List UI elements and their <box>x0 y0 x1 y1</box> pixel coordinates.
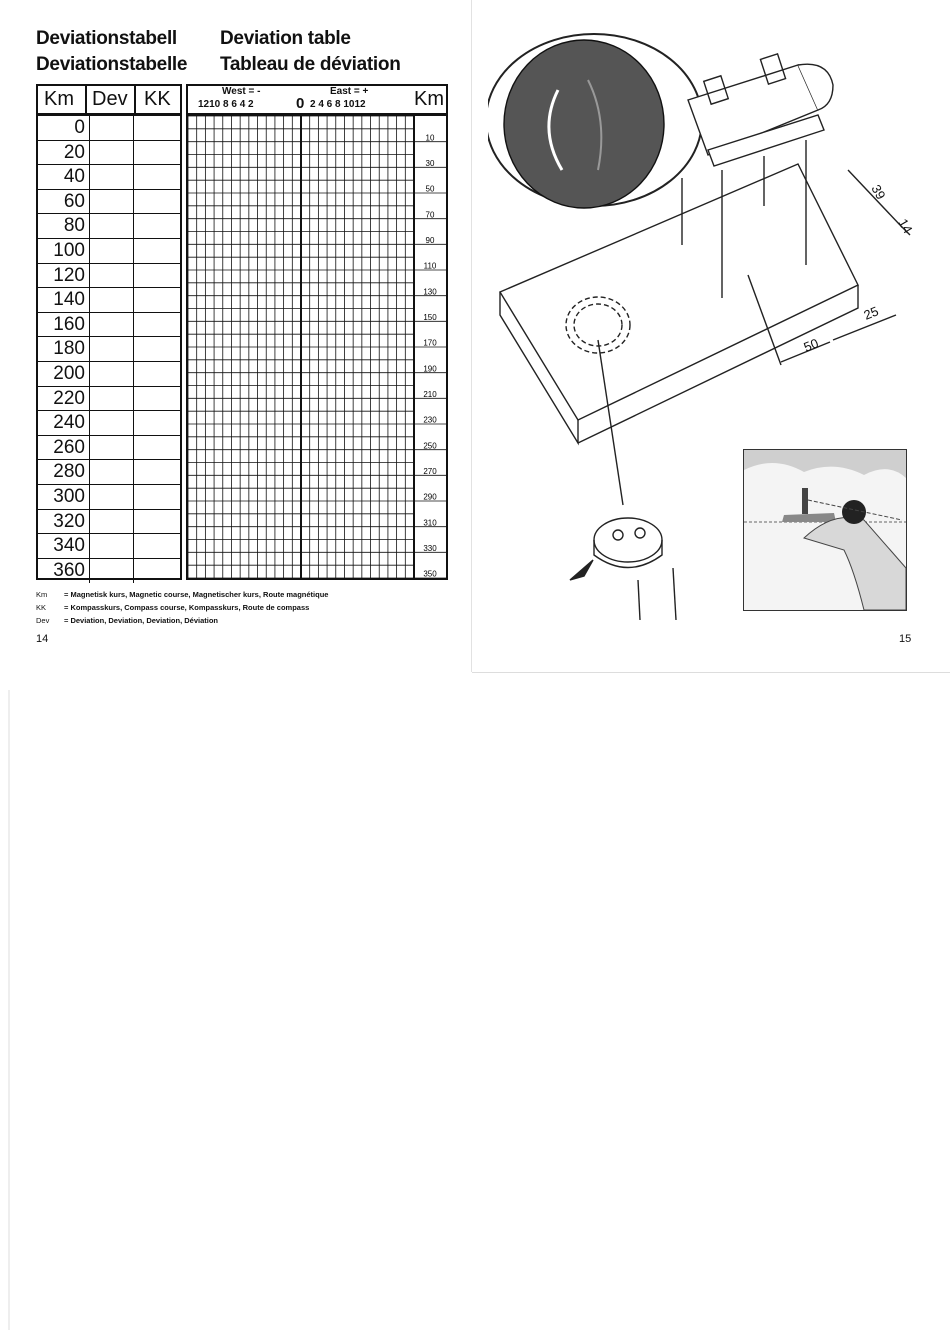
title-german: Deviationstabelle <box>36 54 188 75</box>
dimension-25: 25 <box>861 303 881 323</box>
dev-cell[interactable] <box>90 460 134 484</box>
table-row <box>38 313 180 338</box>
grid-km-label: 230 <box>423 415 437 425</box>
table-row <box>38 510 180 535</box>
title-english: Deviation table <box>220 28 351 49</box>
kk-cell[interactable] <box>134 214 180 238</box>
dev-cell[interactable] <box>90 165 134 189</box>
grid-km-label: 190 <box>423 364 437 374</box>
table-row <box>38 214 180 239</box>
grid-km-label: 10 <box>425 133 435 143</box>
scale-zero: 0 <box>296 95 305 112</box>
km-value: 320 <box>38 510 90 534</box>
kk-cell[interactable] <box>134 313 180 337</box>
table-row <box>38 362 180 387</box>
deviation-grid-header <box>188 86 446 116</box>
km-value: 260 <box>38 436 90 460</box>
kk-cell[interactable] <box>134 116 180 140</box>
km-value: 40 <box>38 165 90 189</box>
table-row <box>38 485 180 510</box>
deviation-table-header <box>38 86 180 116</box>
kk-cell[interactable] <box>134 387 180 411</box>
km-value: 0 <box>38 116 90 140</box>
table-row <box>38 411 180 436</box>
dev-cell[interactable] <box>90 436 134 460</box>
deviation-grid-lines <box>188 116 446 578</box>
grid-km-label: 330 <box>423 544 437 554</box>
dev-cell[interactable] <box>90 387 134 411</box>
kk-cell[interactable] <box>134 337 180 361</box>
dev-cell[interactable] <box>90 313 134 337</box>
kk-cell[interactable] <box>134 141 180 165</box>
sighting-illustration <box>743 449 907 611</box>
table-row <box>38 190 180 215</box>
header-km: Km <box>44 88 74 110</box>
km-value: 340 <box>38 534 90 558</box>
dev-cell[interactable] <box>90 510 134 534</box>
dev-cell[interactable] <box>90 116 134 140</box>
deviation-table <box>36 84 182 580</box>
km-value: 300 <box>38 485 90 509</box>
legend-item <box>36 588 328 601</box>
dev-cell[interactable] <box>90 141 134 165</box>
dev-cell[interactable] <box>90 485 134 509</box>
dev-cell[interactable] <box>90 411 134 435</box>
dimension-14: 14 <box>895 216 916 237</box>
kk-cell[interactable] <box>134 534 180 558</box>
west-label: West = - <box>222 86 261 97</box>
dev-cell[interactable] <box>90 264 134 288</box>
deviation-table-rows <box>38 116 180 583</box>
km-value: 180 <box>38 337 90 361</box>
page-number-right: 15 <box>899 633 912 645</box>
legend-item <box>36 601 328 614</box>
grid-km-label: 90 <box>425 236 435 246</box>
grid-km-label: 130 <box>423 287 437 297</box>
title-french: Tableau de déviation <box>220 54 401 75</box>
table-row <box>38 239 180 264</box>
legend-key: Dev <box>36 616 50 625</box>
table-row <box>38 436 180 461</box>
kk-cell[interactable] <box>134 559 180 584</box>
km-value: 200 <box>38 362 90 386</box>
grid-header-km: Km <box>414 88 444 110</box>
table-row <box>38 534 180 559</box>
east-label: East = + <box>330 86 369 97</box>
grid-km-label: 110 <box>423 261 437 271</box>
scale-east: 2 4 6 8 1012 <box>310 99 366 110</box>
grid-km-label: 290 <box>423 492 437 502</box>
grid-km-label: 270 <box>423 467 437 477</box>
km-value: 360 <box>38 559 90 584</box>
legend-text: = Kompasskurs, Compass course, Kompasskurs, Route de compass <box>64 603 310 612</box>
grid-km-label: 70 <box>425 210 435 220</box>
km-value: 20 <box>38 141 90 165</box>
kk-cell[interactable] <box>134 239 180 263</box>
kk-cell[interactable] <box>134 510 180 534</box>
kk-cell[interactable] <box>134 460 180 484</box>
kk-cell[interactable] <box>134 288 180 312</box>
grid-km-label: 170 <box>423 338 437 348</box>
page-bottom-edge <box>472 672 950 673</box>
scale-west: 1210 8 6 4 2 <box>198 99 254 110</box>
page-number-left: 14 <box>36 633 49 645</box>
km-value: 220 <box>38 387 90 411</box>
km-value: 140 <box>38 288 90 312</box>
kk-cell[interactable] <box>134 436 180 460</box>
legend <box>36 588 328 627</box>
header-kk: KK <box>144 88 171 110</box>
table-row <box>38 141 180 166</box>
kk-cell[interactable] <box>134 485 180 509</box>
legend-item <box>36 614 328 627</box>
km-value: 160 <box>38 313 90 337</box>
grid-km-label: 30 <box>425 159 435 169</box>
legend-key: KK <box>36 603 47 612</box>
km-value: 60 <box>38 190 90 214</box>
dev-cell[interactable] <box>90 559 134 584</box>
km-value: 280 <box>38 460 90 484</box>
km-value: 120 <box>38 264 90 288</box>
left-page <box>0 0 472 672</box>
grid-km-label: 250 <box>423 441 437 451</box>
kk-cell[interactable] <box>134 411 180 435</box>
dimension-50: 50 <box>801 335 821 355</box>
table-row <box>38 288 180 313</box>
dev-cell[interactable] <box>90 214 134 238</box>
table-row <box>38 559 180 584</box>
title-norwegian: Deviationstabell <box>36 28 177 49</box>
legend-text: = Deviation, Deviation, Deviation, Déviation <box>64 616 218 625</box>
legend-key: Km <box>36 590 48 599</box>
table-row <box>38 337 180 362</box>
kk-cell[interactable] <box>134 190 180 214</box>
grid-km-label: 310 <box>423 518 437 528</box>
dev-cell[interactable] <box>90 288 134 312</box>
scan-edge <box>8 690 10 1330</box>
km-value: 80 <box>38 214 90 238</box>
grid-km-label: 350 <box>423 569 437 578</box>
table-row <box>38 165 180 190</box>
table-row <box>38 387 180 412</box>
dev-cell[interactable] <box>90 337 134 361</box>
legend-text: = Magnetisk kurs, Magnetic course, Magnetischer kurs, Route magnétique <box>64 590 329 599</box>
km-value: 240 <box>38 411 90 435</box>
kk-cell[interactable] <box>134 362 180 386</box>
header-dev: Dev <box>92 88 128 110</box>
dev-cell[interactable] <box>90 534 134 558</box>
kk-cell[interactable] <box>134 264 180 288</box>
kk-cell[interactable] <box>134 165 180 189</box>
table-row <box>38 264 180 289</box>
deviation-grid <box>186 84 448 580</box>
table-row <box>38 460 180 485</box>
table-row <box>38 116 180 141</box>
grid-km-label: 150 <box>423 313 437 323</box>
dev-cell[interactable] <box>90 190 134 214</box>
dev-cell[interactable] <box>90 239 134 263</box>
dimension-39: 39 <box>868 182 889 203</box>
grid-km-label: 50 <box>425 184 435 194</box>
dev-cell[interactable] <box>90 362 134 386</box>
grid-km-label: 210 <box>423 390 437 400</box>
km-value: 100 <box>38 239 90 263</box>
